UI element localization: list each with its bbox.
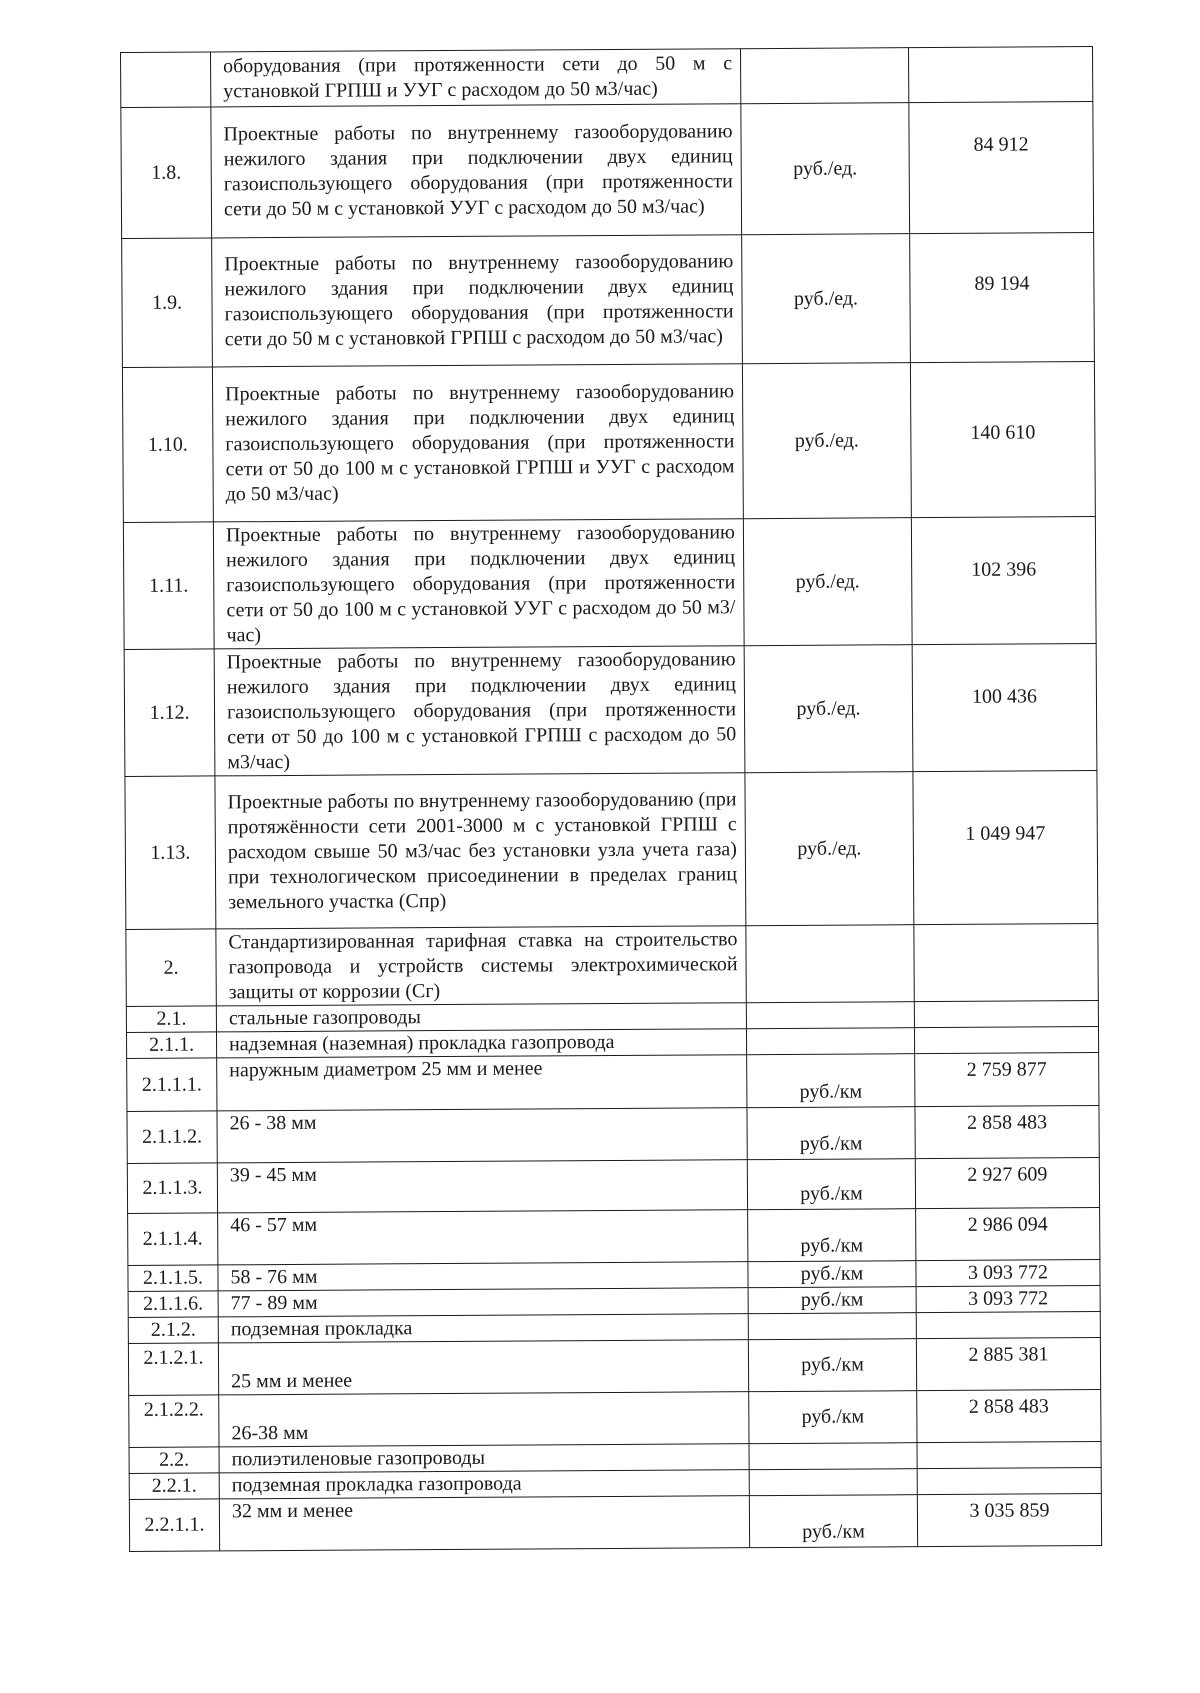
row-description: наружным диаметром 25 мм и менее bbox=[217, 1055, 747, 1111]
table-row bbox=[129, 1494, 1101, 1552]
row-value: 2 986 094 bbox=[916, 1208, 1100, 1261]
row-number: 2.1.1.1. bbox=[127, 1058, 217, 1112]
row-number: 2.1.1.4. bbox=[128, 1213, 218, 1266]
row-value bbox=[917, 1442, 1101, 1469]
row-value bbox=[916, 1312, 1100, 1339]
table-row bbox=[122, 362, 1095, 523]
table-row bbox=[126, 924, 1098, 1007]
row-number: 2.1.1.3. bbox=[127, 1163, 217, 1214]
row-unit: руб./км bbox=[749, 1495, 917, 1548]
row-unit: руб./км bbox=[747, 1159, 915, 1210]
table-row bbox=[127, 1106, 1099, 1164]
row-number: 2.1.1.5. bbox=[128, 1265, 218, 1292]
row-value: 3 035 859 bbox=[917, 1494, 1101, 1547]
row-description: Стандартизированная тарифная ставка на строительство газопровода и устройств системы электрохимической защиты от коррозии (Сг) bbox=[216, 926, 746, 1006]
table-row bbox=[128, 1208, 1100, 1266]
row-description: подземная прокладка газопровода bbox=[219, 1470, 749, 1499]
row-description: Проектные работы по внутреннему газооборудованию нежилого здания при подключении двух единиц газоиспользующего оборудования (при протяженности сети от 50 до 100 м с установкой ГРПШ с расходом до 50 м3/час) bbox=[214, 646, 745, 776]
row-value: 2 759 877 bbox=[915, 1053, 1099, 1107]
row-unit: руб./км bbox=[748, 1261, 916, 1288]
row-number bbox=[121, 52, 211, 108]
row-number: 2.1. bbox=[126, 1006, 216, 1033]
table-row bbox=[129, 1390, 1101, 1448]
row-unit: руб./км bbox=[748, 1209, 916, 1262]
row-number: 1.8. bbox=[121, 107, 212, 239]
row-value: 89 194 bbox=[910, 233, 1095, 363]
row-description: 58 - 76 мм bbox=[218, 1262, 748, 1291]
row-value bbox=[914, 1001, 1098, 1028]
row-value: 102 396 bbox=[911, 517, 1096, 645]
row-number: 2.1.2.1. bbox=[128, 1343, 218, 1396]
row-number: 1.11. bbox=[123, 522, 214, 650]
row-value bbox=[914, 1027, 1098, 1054]
table-row bbox=[123, 517, 1096, 650]
row-description: оборудования (при протяженности сети до 50 м с установкой ГРПШ и УУГ с расходом до 50 м3/час) bbox=[211, 49, 741, 107]
row-unit: руб./км bbox=[747, 1054, 915, 1108]
row-unit: руб./км bbox=[748, 1339, 916, 1392]
row-value: 2 927 609 bbox=[915, 1158, 1099, 1209]
row-number: 1.12. bbox=[124, 649, 215, 777]
row-unit: руб./ед. bbox=[741, 103, 910, 235]
row-value: 1 049 947 bbox=[913, 771, 1098, 925]
tariff-table-page bbox=[120, 46, 1101, 1552]
row-unit bbox=[740, 48, 908, 104]
row-number: 2.2. bbox=[129, 1447, 219, 1474]
row-value bbox=[917, 1468, 1101, 1495]
row-description: надземная (наземная) прокладка газопровода bbox=[216, 1029, 746, 1058]
row-unit: руб./ед. bbox=[742, 363, 911, 519]
table-row bbox=[124, 644, 1097, 777]
row-number: 2.1.2.2. bbox=[129, 1395, 219, 1448]
table-row bbox=[125, 771, 1098, 930]
row-description: 46 - 57 мм bbox=[218, 1210, 748, 1265]
row-unit: руб./км bbox=[747, 1107, 915, 1160]
row-value: 2 858 483 bbox=[915, 1106, 1099, 1159]
row-number: 2.2.1.1. bbox=[129, 1499, 219, 1552]
row-unit bbox=[746, 1002, 914, 1029]
row-value: 3 093 772 bbox=[916, 1260, 1100, 1287]
row-description: 25 мм и менее bbox=[218, 1340, 748, 1395]
row-number: 2.1.1.6. bbox=[128, 1291, 218, 1318]
row-value: 2 858 483 bbox=[917, 1390, 1101, 1443]
row-unit bbox=[746, 1028, 914, 1055]
row-description: 77 - 89 мм bbox=[218, 1288, 748, 1317]
row-unit: руб./ед. bbox=[745, 772, 914, 926]
row-unit: руб./ед. bbox=[742, 234, 911, 364]
row-number: 1.13. bbox=[125, 776, 216, 930]
table-row bbox=[121, 102, 1094, 239]
row-description: Проектные работы по внутреннему газооборудованию (при протяжённости сети 2001-3000 м с установкой ГРПШ с расходом свыше 50 м3/час без установки узла учета газа) при технологическом присоединении в пределах границ земельного участка (Спр) bbox=[215, 773, 746, 929]
row-number: 2.1.1.2. bbox=[127, 1111, 217, 1164]
row-unit: руб./км bbox=[748, 1287, 916, 1314]
row-description: 26 - 38 мм bbox=[217, 1108, 747, 1163]
row-unit bbox=[746, 925, 914, 1003]
table-row bbox=[127, 1158, 1099, 1214]
row-description: 26-38 мм bbox=[219, 1392, 749, 1447]
row-description: Проектные работы по внутреннему газооборудованию нежилого здания при подключении двух единиц газоиспользующего оборудования (при протяженности сети от 50 до 100 м с установкой ГРПШ и УУГ с расходом до 50 м3/час) bbox=[212, 364, 743, 522]
row-description: 32 мм и менее bbox=[219, 1496, 749, 1551]
row-value: 3 093 772 bbox=[916, 1286, 1100, 1313]
row-value bbox=[908, 47, 1092, 103]
table-row bbox=[127, 1053, 1099, 1112]
table-row bbox=[122, 233, 1095, 368]
row-value: 140 610 bbox=[910, 362, 1095, 518]
row-number: 2. bbox=[126, 929, 216, 1007]
row-description: Проектные работы по внутреннему газооборудованию нежилого здания при подключении двух единиц газоиспользующего оборудования (при протяженности сети до 50 м с установкой ГРПШ с расходом до 50 м3/час) bbox=[212, 235, 743, 367]
row-description: Проектные работы по внутреннему газооборудованию нежилого здания при подключении двух единиц газоиспользующего оборудования (при протяженности сети до 50 м с установкой УУГ с расходом до 50 м3/час) bbox=[211, 104, 742, 238]
row-value: 84 912 bbox=[909, 102, 1094, 234]
row-unit bbox=[748, 1313, 916, 1340]
row-number: 1.10. bbox=[122, 367, 213, 523]
row-value: 100 436 bbox=[912, 644, 1097, 772]
row-number: 2.2.1. bbox=[129, 1473, 219, 1500]
row-description: 39 - 45 мм bbox=[217, 1160, 747, 1213]
row-number: 2.1.1. bbox=[126, 1032, 216, 1059]
table-row bbox=[128, 1338, 1100, 1396]
tariff-table bbox=[120, 46, 1102, 1552]
row-number: 1.9. bbox=[122, 238, 213, 368]
row-description: подземная прокладка bbox=[218, 1314, 748, 1343]
row-value bbox=[914, 924, 1098, 1002]
row-unit: руб./ед. bbox=[743, 518, 912, 646]
row-description: стальные газопроводы bbox=[216, 1003, 746, 1032]
row-description: Проектные работы по внутреннему газооборудованию нежилого здания при подключении двух единиц газоиспользующего оборудования (при протяженности сети от 50 до 100 м с установкой УУГ с расходом до 50 м3/час) bbox=[213, 519, 744, 649]
row-unit bbox=[749, 1469, 917, 1496]
table-row bbox=[121, 47, 1093, 108]
row-description: полиэтиленовые газопроводы bbox=[219, 1444, 749, 1473]
row-value: 2 885 381 bbox=[916, 1338, 1100, 1391]
row-unit: руб./км bbox=[749, 1391, 917, 1444]
row-unit bbox=[749, 1443, 917, 1470]
row-unit: руб./ед. bbox=[744, 645, 913, 773]
row-number: 2.1.2. bbox=[128, 1317, 218, 1344]
